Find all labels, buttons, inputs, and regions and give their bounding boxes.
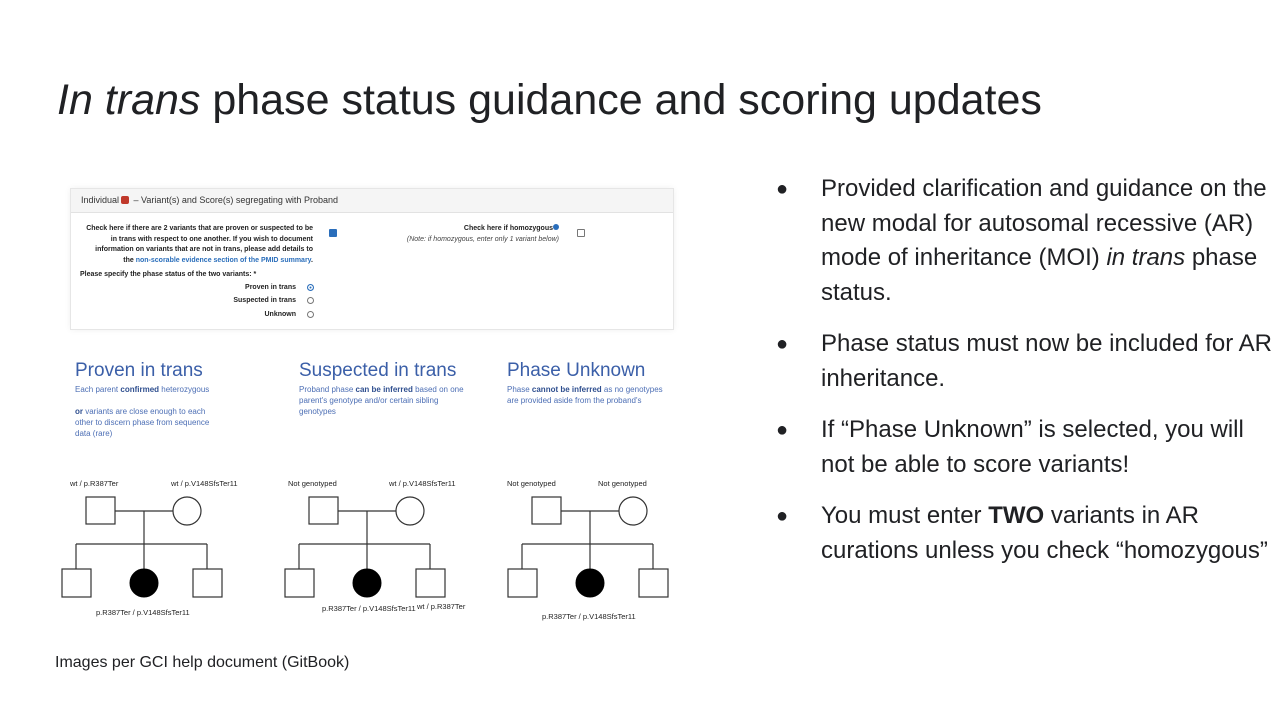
sibling-square — [285, 569, 314, 597]
bullet-text: If “Phase Unknown” is selected, you will not be able to score variants! — [821, 416, 1244, 478]
sibling-square — [193, 569, 222, 597]
mother-genotype-label: wt / p.V148SfsTer11 — [389, 479, 456, 488]
bullet-text: Provided clarification and guidance on the new modal for autosomal recessive (AR) mode of inheritance (MOI) — [821, 175, 1267, 271]
homozygous-checkbox[interactable] — [577, 229, 585, 237]
bullet-item — [776, 413, 1276, 482]
panel-phase-unknown — [507, 360, 727, 406]
panel-title: Phase Unknown — [507, 360, 646, 381]
bullet-text: variants in AR curations unless you check “homozygous” — [821, 502, 1268, 564]
desc-part: Phase — [507, 385, 532, 394]
phase-option-unknown-radio[interactable] — [307, 311, 314, 318]
father-square — [532, 497, 561, 524]
panel-title: Proven in trans — [75, 360, 203, 381]
proband-genotype-label: p.R387Ter / p.V148SfsTer11 — [322, 604, 416, 613]
desc2-part-bold: or — [75, 407, 83, 416]
father-genotype-label: wt / p.R387Ter — [70, 479, 119, 488]
mother-genotype-label: wt / p.V148SfsTer11 — [171, 479, 238, 488]
slide-title — [57, 76, 1042, 125]
homozygous-label-wrap — [429, 224, 559, 235]
proband-genotype-label: p.R387Ter / p.V148SfsTer11 — [96, 608, 190, 617]
phase-option-unknown-label: Unknown — [264, 311, 296, 318]
trans-check-text: Check here if there are 2 variants that are proven or suspected to be in trans with respect to one another. If you wish to document information on variants that are not in trans, please add details to the non-scorable evidence section of the PMID summary. — [86, 225, 313, 264]
bullet-text: in trans — [1106, 244, 1186, 271]
desc-part: Each parent — [75, 385, 121, 394]
desc-part-bold: can be inferred — [355, 385, 413, 394]
desc2-part: variants are close enough to each other to discern phase from sequence data (rare) — [75, 407, 210, 438]
modal-header — [71, 189, 673, 213]
in-trans-checkbox[interactable] — [329, 229, 337, 237]
bullet-text: phase status. — [821, 244, 1258, 306]
panel-title: Suspected in trans — [299, 360, 457, 381]
image-caption: Images per GCI help document (GitBook) — [55, 654, 350, 671]
sibling-square — [62, 569, 91, 597]
father-square — [309, 497, 338, 524]
slide-title-rest: phase status guidance and scoring updates — [200, 76, 1042, 124]
father-square — [86, 497, 115, 524]
panel-suspected-in-trans — [299, 360, 519, 417]
sibling-genotype-label: wt / p.R387Ter — [417, 602, 466, 611]
mother-circle — [173, 497, 201, 525]
bullet-text: You must enter — [821, 502, 989, 529]
desc-part: Proband phase — [299, 385, 356, 394]
bullet-item — [776, 499, 1276, 568]
info-icon[interactable] — [553, 224, 559, 230]
modal-header-suffix: – Variant(s) and Score(s) segregating with Proband — [131, 195, 338, 205]
proband-affected-circle — [576, 569, 604, 597]
desc-part-bold: confirmed — [120, 385, 160, 394]
desc-part: based on one parent's genotype and/or certain sibling genotypes — [299, 385, 464, 416]
pedigree-proven — [60, 478, 235, 628]
father-genotype-label: Not genotyped — [507, 479, 556, 488]
panel-description — [75, 384, 215, 395]
bullet-dot-icon: ● — [776, 505, 789, 527]
phase-option-proven-label: Proven in trans — [245, 284, 296, 291]
proband-icon — [121, 196, 129, 204]
bullet-item — [776, 172, 1276, 310]
slide-title-italic: In trans — [57, 76, 201, 124]
mother-genotype-label: Not genotyped — [598, 479, 647, 488]
homozygous-note: (Note: if homozygous, enter only 1 variant below) — [406, 236, 559, 243]
bullet-item — [776, 327, 1276, 396]
panel-description-2 — [75, 406, 215, 439]
bullet-text: Phase status must now be included for AR inheritance. — [821, 330, 1272, 392]
desc-part-bold: cannot be inferred — [531, 385, 602, 394]
sibling-square — [416, 569, 445, 597]
panel-description — [299, 384, 464, 417]
phase-prompt: Please specify the phase status of the two variants: * — [80, 271, 257, 278]
bullet-text: TWO — [988, 502, 1045, 529]
phase-option-proven-radio[interactable] — [307, 284, 314, 291]
proband-affected-circle — [353, 569, 381, 597]
variant-modal-screenshot — [70, 188, 674, 330]
panel-proven-in-trans — [75, 360, 295, 439]
bullet-dot-icon: ● — [776, 419, 789, 441]
proband-genotype-label: p.R387Ter / p.V148SfsTer11 — [542, 612, 636, 621]
modal-header-prefix: Individual — [81, 195, 120, 205]
non-scorable-link[interactable]: non-scorable evidence section of the PMID summary — [135, 256, 312, 264]
phase-option-suspected-radio[interactable] — [307, 297, 314, 304]
proband-affected-circle — [130, 569, 158, 597]
mother-circle — [396, 497, 424, 525]
bullet-dot-icon: ● — [776, 333, 789, 355]
bullet-dot-icon: ● — [776, 178, 789, 200]
sibling-square — [639, 569, 668, 597]
father-genotype-label: Not genotyped — [288, 479, 337, 488]
desc-part: heterozygous — [159, 385, 210, 394]
panel-description — [507, 384, 672, 406]
bullet-list — [776, 172, 1276, 585]
phase-option-suspected-label: Suspected in trans — [233, 297, 296, 304]
homozygous-label: Check here if homozygous — [463, 225, 553, 232]
mother-circle — [619, 497, 647, 525]
sibling-square — [508, 569, 537, 597]
desc-part: as no genotypes are provided aside from the proband's — [507, 385, 663, 405]
pedigree-unknown — [506, 478, 681, 628]
trans-check-description: Check here if there are 2 variants that are proven or suspected to be in trans with respect to one another. If you wish to document information on variants that are not in trans, please add details to the — [86, 225, 313, 264]
